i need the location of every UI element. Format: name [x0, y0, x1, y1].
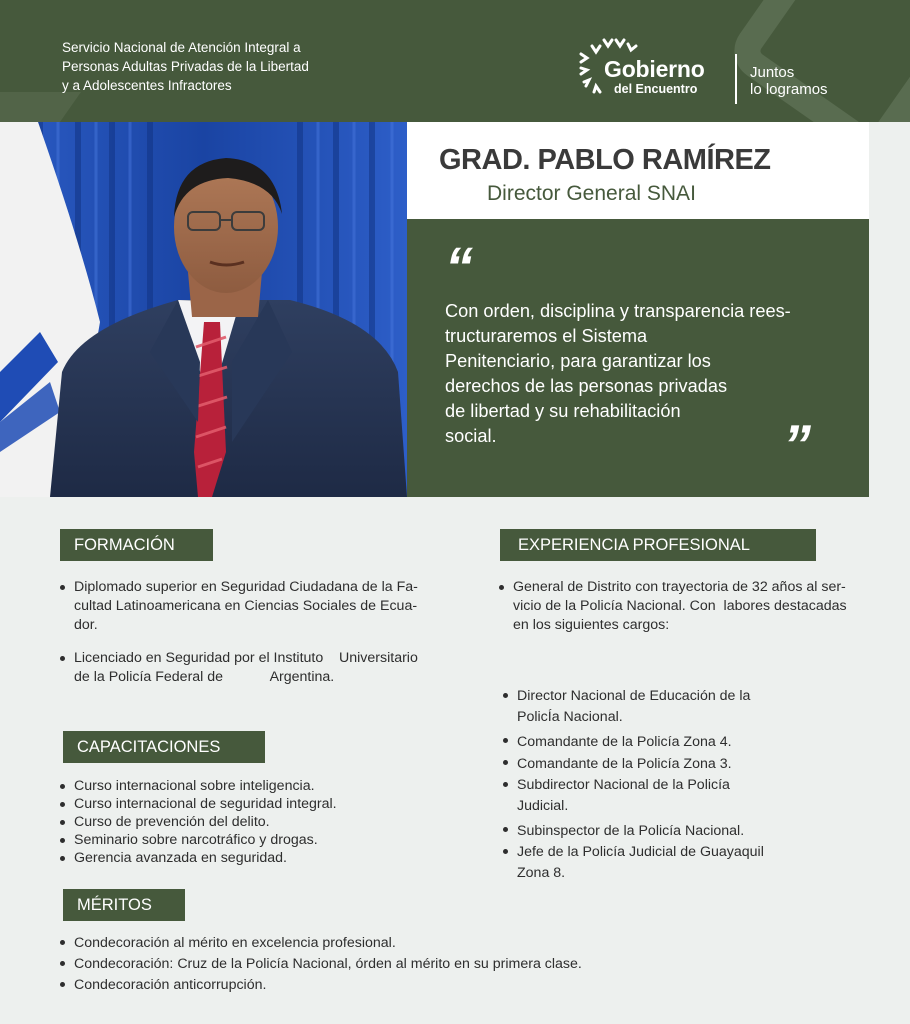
quote-box	[407, 219, 869, 497]
list-item	[503, 731, 883, 753]
list-item-line: Subinspector de la Policía Nacional.	[517, 823, 745, 839]
logo-subtitle: del Encuentro	[614, 82, 698, 96]
list-item	[503, 686, 883, 728]
director-name: GRAD. PABLO RAMÍREZ	[439, 144, 771, 176]
quote-line: Penitenciario, para garantizar los	[445, 351, 711, 371]
list-item	[60, 933, 660, 954]
list-item-line: de la Policía Federal de Argentina.	[74, 669, 335, 685]
director-portrait	[0, 122, 407, 497]
list-item-line: Judicial.	[517, 798, 569, 814]
list-item	[499, 578, 879, 635]
section-title-capacitaciones: CAPACITACIONES	[63, 731, 265, 763]
quote-text	[445, 299, 791, 449]
list-item	[60, 954, 660, 975]
list-item-line: vicio de la Policía Nacional. Con labores destacadas	[513, 598, 847, 614]
list-item	[60, 849, 460, 867]
quote-line: de libertad y su rehabilitación	[445, 401, 681, 421]
list-item-line: Comandante de la Policía Zona 4.	[517, 734, 732, 750]
list-item	[60, 831, 460, 849]
list-item-text: Condecoración al mérito en excelencia profesional.	[74, 935, 396, 951]
list-item-line: dor.	[74, 617, 98, 633]
logo-title: Gobierno	[604, 56, 705, 82]
list-item-line: Diplomado superior en Seguridad Ciudadana de la Fa-	[74, 579, 418, 595]
name-card	[407, 122, 869, 219]
decorative-shape	[0, 92, 81, 122]
list-item	[503, 753, 883, 775]
logo-divider	[735, 54, 737, 104]
agency-line: Servicio Nacional de Atención Integral a	[62, 40, 301, 55]
agency-line: y a Adolescentes Infractores	[62, 78, 232, 93]
quote-line: derechos de las personas privadas	[445, 376, 728, 396]
list-item	[503, 820, 883, 842]
capacitaciones-list	[60, 777, 460, 867]
list-item-line: Director Nacional de Educación de la	[517, 688, 751, 704]
formacion-list	[60, 578, 460, 687]
quote-line: social.	[445, 426, 497, 446]
list-item	[60, 813, 460, 831]
list-item	[60, 975, 660, 996]
section-title-meritos: MÉRITOS	[63, 889, 185, 921]
list-item-text: Curso de prevención del delito.	[74, 814, 270, 830]
experiencia-list	[503, 686, 883, 884]
list-item-line: Subdirector Nacional de la Policía	[517, 777, 730, 793]
agency-name	[62, 38, 309, 95]
list-item-text: Condecoración: Cruz de la Policía Nacional, órden al mérito en su primera clase.	[74, 956, 582, 972]
quote-close-icon: ”	[783, 413, 811, 476]
list-item-line: cultad Latinoamericana en Ciencias Sociales de Ecua-	[74, 598, 418, 614]
header-banner	[0, 0, 910, 122]
quote-line: Con orden, disciplina y transparencia rees-	[445, 301, 791, 321]
quote-line: tructuraremos el Sistema	[445, 326, 648, 346]
list-item-line: Jefe de la Policía Judicial de Guayaquil	[517, 844, 764, 860]
list-item	[60, 795, 460, 813]
list-item-line: en los siguientes cargos:	[513, 617, 670, 633]
list-item	[503, 842, 883, 884]
experiencia-intro	[499, 578, 879, 635]
list-item	[60, 578, 460, 635]
list-item-text: Gerencia avanzada en seguridad.	[74, 850, 287, 866]
agency-line: Personas Adultas Privadas de la Libertad	[62, 59, 309, 74]
list-item	[503, 775, 883, 817]
section-title-formacion: FORMACIÓN	[60, 529, 213, 561]
list-item-text: Curso internacional sobre inteligencia.	[74, 778, 315, 794]
list-item-line: General de Distrito con trayectoria de 32 años al ser-	[513, 579, 846, 595]
slogan	[750, 64, 828, 98]
list-item-line: Licenciado en Seguridad por el Instituto Universitario	[74, 650, 418, 666]
director-role: Director General SNAI	[487, 182, 696, 205]
list-item-line: Comandante de la Policía Zona 3.	[517, 756, 732, 772]
list-item-text: Condecoración anticorrupción.	[74, 977, 267, 993]
quote-open-icon: “	[445, 235, 473, 298]
government-logo	[578, 34, 858, 106]
slogan-line: lo logramos	[750, 81, 828, 98]
slogan-line: Juntos	[750, 64, 795, 81]
meritos-list	[60, 933, 660, 996]
list-item-text: Seminario sobre narcotráfico y drogas.	[74, 832, 318, 848]
list-item	[60, 777, 460, 795]
list-item-line: PolicÍa Nacional.	[517, 709, 623, 725]
list-item-line: Zona 8.	[517, 865, 566, 881]
section-title-experiencia: EXPERIENCIA PROFESIONAL	[500, 529, 816, 561]
list-item	[60, 649, 460, 687]
list-item-text: Curso internacional de seguridad integral.	[74, 796, 337, 812]
